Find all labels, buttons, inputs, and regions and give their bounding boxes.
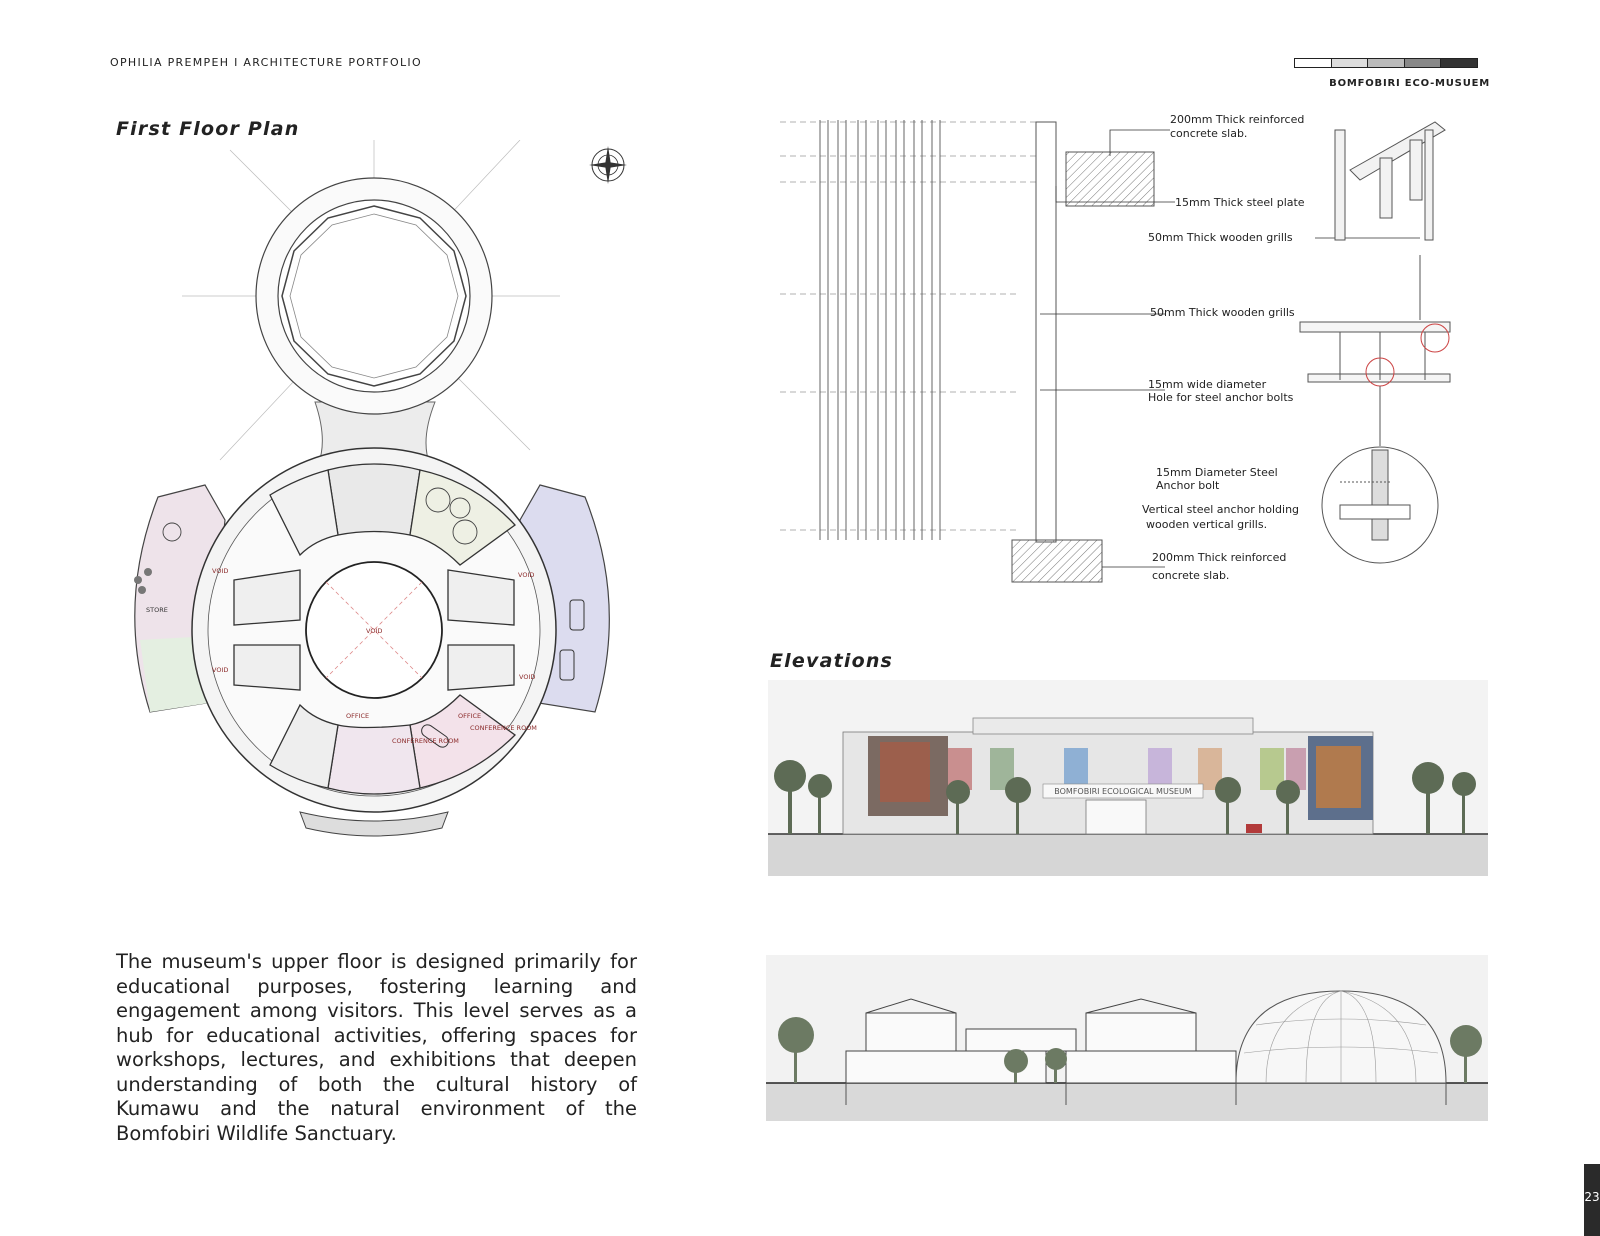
detail-label: 15mm wide diameter Hole for steel anchor bolts [1148, 378, 1294, 404]
facade-sign: BOMFOBIRI ECOLOGICAL MUSEUM [1054, 787, 1192, 796]
room-label: STORE [146, 606, 168, 614]
detail-label: 200mm Thick reinforced concrete slab. [1152, 551, 1287, 582]
portfolio-header: OPHILIA PREMPEH I ARCHITECTURE PORTFOLIO [110, 56, 422, 69]
floor-plan-title: First Floor Plan [116, 118, 300, 140]
room-label: CONFERENCE ROOM [470, 724, 537, 732]
room-label: CONFERENCE ROOM [392, 737, 459, 745]
detail-label: 200mm Thick reinforced concrete slab. [1170, 113, 1305, 140]
front-elevation-render [768, 680, 1488, 876]
room-label: VOID [518, 571, 535, 579]
detail-label: 15mm Thick steel plate [1175, 196, 1305, 209]
section-render [766, 955, 1488, 1121]
detail-label: 15mm Diameter Steel Anchor bolt [1156, 466, 1278, 492]
page-number: 23 [1584, 1164, 1600, 1236]
page-progress-bar [1294, 58, 1478, 68]
floor-plan-drawing [110, 140, 670, 860]
facade-detail-drawing [780, 110, 1480, 610]
room-label: OFFICE [346, 712, 370, 720]
room-label: VOID [212, 666, 229, 674]
room-label: VOID [519, 673, 536, 681]
detail-label: 50mm Thick wooden grills [1150, 306, 1295, 319]
room-label: VOID [366, 627, 383, 635]
room-label: OFFICE [458, 712, 482, 720]
compass-icon [589, 146, 627, 184]
detail-label: 50mm Thick wooden grills [1148, 231, 1293, 244]
room-label: VOID [212, 567, 229, 575]
detail-label: Vertical steel anchor holding wooden vertical grills. [1142, 503, 1300, 531]
elevations-title: Elevations [770, 650, 894, 672]
project-name: BOMFOBIRI ECO-MUSUEM [1329, 78, 1490, 89]
description-paragraph: The museum's upper floor is designed primarily for educational purposes, fostering learning and engagement among visitors. This level serves as a hub for educational activities, offering spaces for workshops, lectures, and exhibitions that deepen understanding of both the cultural history of Kumawu and the natural environment of the Bomfobiri Wildlife Sanctuary. [116, 950, 637, 1145]
